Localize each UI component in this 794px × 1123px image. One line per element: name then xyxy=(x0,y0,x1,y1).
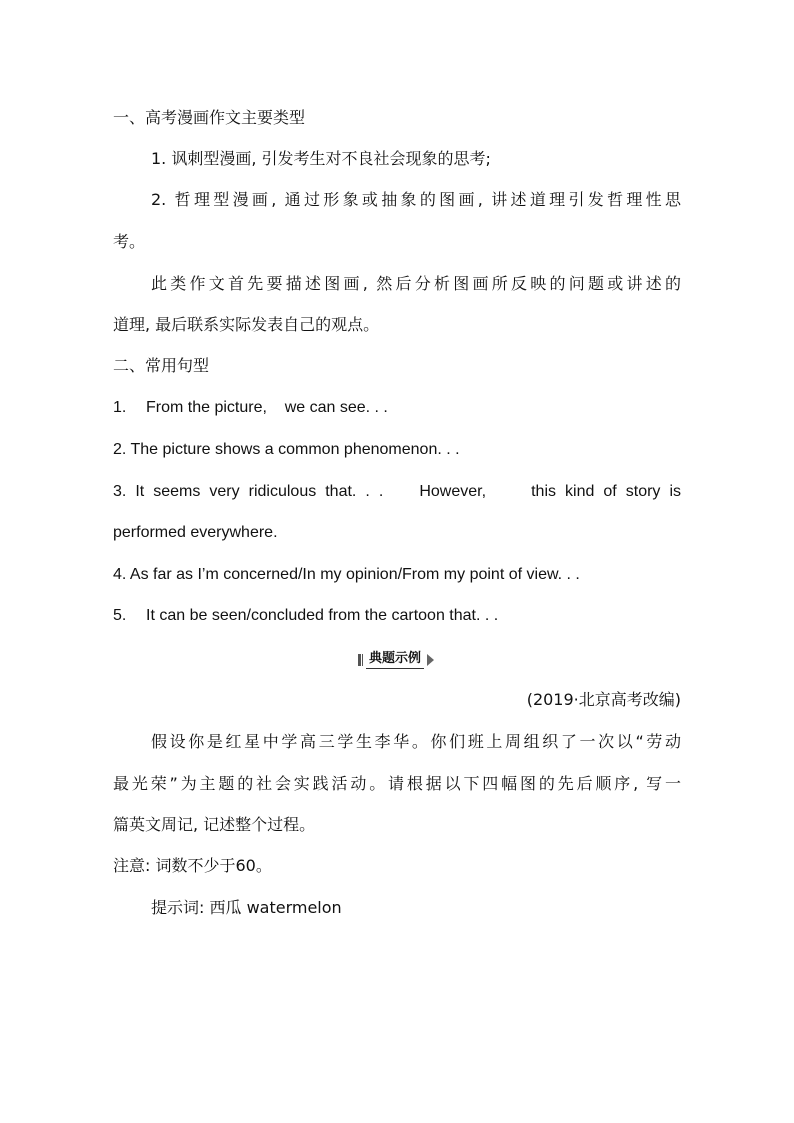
sentence-pattern-1-text: From the picture, we can see. . . xyxy=(146,399,388,416)
badge-bar-thin-icon xyxy=(362,654,363,666)
sentence-pattern-3-line-1: 3. It seems very ridiculous that. . . However, this kind of story is xyxy=(113,483,681,500)
sentence-pattern-3-line-2: performed everywhere. xyxy=(113,524,278,541)
type-item-2-line-2: 考。 xyxy=(113,232,146,251)
sentence-pattern-5 xyxy=(113,605,681,627)
sentence-pattern-2: 2. The picture shows a common phenomenon. . . xyxy=(113,441,460,458)
type-item-1: 1. 讽刺型漫画, 引发考生对不良社会现象的思考; xyxy=(151,149,491,168)
example-badge-label: 典题示例 xyxy=(366,650,424,669)
example-badge xyxy=(354,650,438,670)
example-prompt-line-2: 最光荣”为主题的社会实践活动。请根据以下四幅图的先后顺序, 写一 xyxy=(113,774,681,793)
example-hint: 提示词: 西瓜 watermelon xyxy=(151,898,342,917)
example-note: 注意: 词数不少于60。 xyxy=(113,856,272,875)
section-1-heading: 一、高考漫画作文主要类型 xyxy=(113,108,306,127)
sentence-pattern-1-number: 1. xyxy=(113,399,127,416)
section-2-heading: 二、常用句型 xyxy=(113,356,210,375)
type-item-2-line-1: 2. 哲理型漫画, 通过形象或抽象的图画, 讲述道理引发哲理性思 xyxy=(151,190,681,209)
badge-bar-icon xyxy=(358,654,361,666)
sentence-pattern-1 xyxy=(113,397,681,419)
example-prompt-line-3: 篇英文周记, 记述整个过程。 xyxy=(113,815,316,834)
sentence-pattern-5-text: It can be seen/concluded from the cartoon that. . . xyxy=(146,607,499,624)
sentence-pattern-4: 4. As far as I’m concerned/In my opinion/From my point of view. . . xyxy=(113,566,580,583)
description-paragraph-line-2: 道理, 最后联系实际发表自己的观点。 xyxy=(113,315,380,334)
sentence-pattern-5-number: 5. xyxy=(113,607,127,624)
description-paragraph-line-1: 此类作文首先要描述图画, 然后分析图画所反映的问题或讲述的 xyxy=(151,274,681,293)
example-source: (2019·北京高考改编) xyxy=(526,690,681,709)
example-prompt-line-1: 假设你是红星中学高三学生李华。你们班上周组织了一次以“劳动 xyxy=(151,732,681,751)
badge-arrow-icon xyxy=(427,654,434,666)
